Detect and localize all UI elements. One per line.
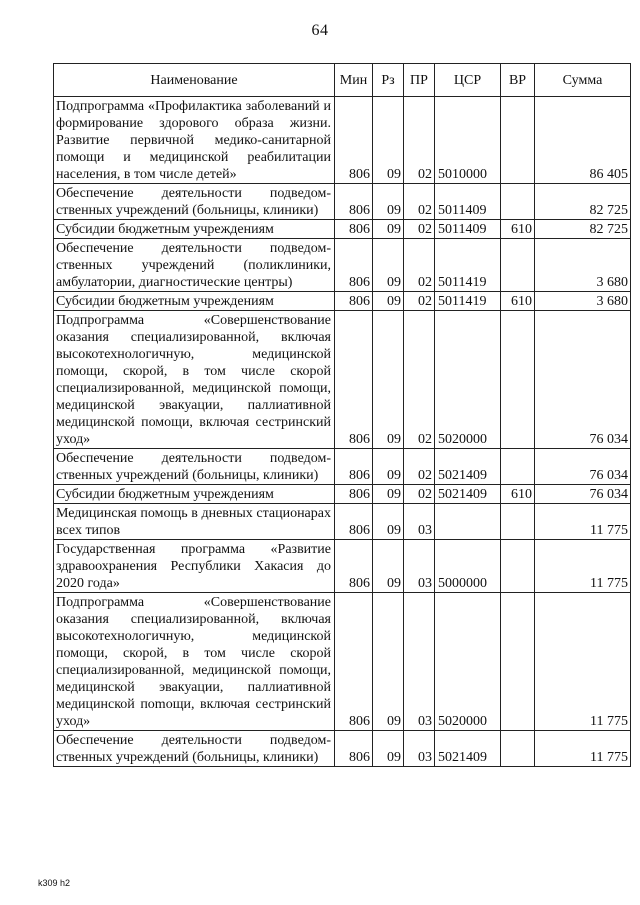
- row-pr: 02: [404, 239, 435, 292]
- row-pr: 02: [404, 220, 435, 239]
- row-name: Обеспечение деятельности подведомственных учреждений (больницы, клиники): [54, 731, 335, 767]
- document-code: k309 h2: [38, 878, 71, 888]
- table-row: [54, 449, 631, 485]
- header-min: Мин: [335, 64, 373, 97]
- row-min: 806: [335, 593, 373, 731]
- row-pr: 03: [404, 540, 435, 593]
- row-pr: 02: [404, 184, 435, 220]
- table-row: [54, 239, 631, 292]
- row-csr: 5011419: [435, 292, 501, 311]
- row-min: 806: [335, 239, 373, 292]
- row-rz: 09: [373, 239, 404, 292]
- row-csr: 5010000: [435, 97, 501, 184]
- row-sum: 86 405: [535, 97, 631, 184]
- row-csr: [435, 504, 501, 540]
- table-row: [54, 540, 631, 593]
- row-vr: [501, 731, 535, 767]
- row-sum: 76 034: [535, 485, 631, 504]
- row-min: 806: [335, 220, 373, 239]
- row-csr: 5021409: [435, 449, 501, 485]
- row-vr: [501, 184, 535, 220]
- header-csr: ЦСР: [435, 64, 501, 97]
- row-sum: 82 725: [535, 184, 631, 220]
- row-vr: [501, 504, 535, 540]
- table-row: [54, 731, 631, 767]
- row-name: Обеспечение деятельности подведомственных учреждений (поликлиники, амбулатории, диагностические центры): [54, 239, 335, 292]
- row-rz: 09: [373, 540, 404, 593]
- row-sum: 3 680: [535, 239, 631, 292]
- row-name: Подпрограмма «Совершенствование оказания специализированной, включая высокотехнологичную, медицинской помощи, скорой, в том числе скорой специализированной, медицинской помощи, медицинской эвакуации, паллиативной медицинской поmощи, включая сестринский уход»: [54, 593, 335, 731]
- table-row: [54, 485, 631, 504]
- row-min: 806: [335, 731, 373, 767]
- header-name: Наименование: [54, 64, 335, 97]
- row-min: 806: [335, 184, 373, 220]
- row-pr: 03: [404, 504, 435, 540]
- header-vr: ВР: [501, 64, 535, 97]
- budget-table: [53, 63, 631, 767]
- row-min: 806: [335, 540, 373, 593]
- header-pr: ПР: [404, 64, 435, 97]
- row-rz: 09: [373, 449, 404, 485]
- row-vr: 610: [501, 485, 535, 504]
- row-vr: [501, 593, 535, 731]
- row-sum: 11 775: [535, 731, 631, 767]
- row-rz: 09: [373, 292, 404, 311]
- row-csr: 5021409: [435, 731, 501, 767]
- row-pr: 03: [404, 731, 435, 767]
- page-number: 64: [311, 22, 329, 39]
- row-sum: 11 775: [535, 593, 631, 731]
- table-row: [54, 311, 631, 449]
- table-header-row: [54, 64, 631, 97]
- row-pr: 02: [404, 311, 435, 449]
- row-vr: [501, 449, 535, 485]
- table-row: [54, 184, 631, 220]
- row-csr: 5011409: [435, 184, 501, 220]
- row-vr: [501, 540, 535, 593]
- row-rz: 09: [373, 311, 404, 449]
- row-name: Медицинская помощь в дневных стационарах всех типов: [54, 504, 335, 540]
- row-vr: 610: [501, 220, 535, 239]
- row-pr: 02: [404, 292, 435, 311]
- budget-table-container: [53, 63, 630, 767]
- row-name: Субсидии бюджетным учреждениям: [54, 485, 335, 504]
- row-csr: 5011409: [435, 220, 501, 239]
- row-rz: 09: [373, 593, 404, 731]
- header-rz: Рз: [373, 64, 404, 97]
- row-name: Государственная программа «Развитие здравоохранения Республики Хакасия до 2020 года»: [54, 540, 335, 593]
- row-vr: [501, 311, 535, 449]
- row-csr: 5020000: [435, 593, 501, 731]
- row-vr: [501, 239, 535, 292]
- row-sum: 11 775: [535, 504, 631, 540]
- row-rz: 09: [373, 97, 404, 184]
- row-sum: 76 034: [535, 449, 631, 485]
- row-min: 806: [335, 449, 373, 485]
- row-name: Субсидии бюджетным учреждениям: [54, 220, 335, 239]
- row-sum: 11 775: [535, 540, 631, 593]
- row-sum: 3 680: [535, 292, 631, 311]
- row-pr: 02: [404, 485, 435, 504]
- row-rz: 09: [373, 731, 404, 767]
- row-csr: 5020000: [435, 311, 501, 449]
- row-min: 806: [335, 485, 373, 504]
- table-row: [54, 97, 631, 184]
- row-csr: 5011419: [435, 239, 501, 292]
- row-min: 806: [335, 504, 373, 540]
- row-rz: 09: [373, 220, 404, 239]
- row-name: Обеспечение деятельности подведомственных учреждений (больницы, клиники): [54, 184, 335, 220]
- row-csr: 5021409: [435, 485, 501, 504]
- table-row: [54, 504, 631, 540]
- row-sum: 82 725: [535, 220, 631, 239]
- row-pr: 03: [404, 593, 435, 731]
- row-min: 806: [335, 311, 373, 449]
- table-row: [54, 292, 631, 311]
- header-sum: Сумма: [535, 64, 631, 97]
- row-vr: [501, 97, 535, 184]
- row-csr: 5000000: [435, 540, 501, 593]
- table-row: [54, 593, 631, 731]
- row-name: Субсидии бюджетным учреждениям: [54, 292, 335, 311]
- row-name: Обеспечение деятельности подведомственных учреждений (больницы, клиники): [54, 449, 335, 485]
- row-name: Подпрограмма «Профилактика заболеваний и формирование здорового образа жизни. Развитие первичной медико-санитарной помощи и медицинской реабилитации населения, в том числе детей»: [54, 97, 335, 184]
- row-pr: 02: [404, 97, 435, 184]
- table-row: [54, 220, 631, 239]
- row-rz: 09: [373, 184, 404, 220]
- row-min: 806: [335, 292, 373, 311]
- row-min: 806: [335, 97, 373, 184]
- row-rz: 09: [373, 485, 404, 504]
- row-name: Подпрограмма «Совершенствование оказания специализированной, включая высокотехнологичную, медицинской помощи, скорой, в том числе скорой специализированной, медицинской помощи, медицинской эвакуации, паллиативной медицинской помощи, включая сестринский уход»: [54, 311, 335, 449]
- row-rz: 09: [373, 504, 404, 540]
- row-sum: 76 034: [535, 311, 631, 449]
- row-pr: 02: [404, 449, 435, 485]
- row-vr: 610: [501, 292, 535, 311]
